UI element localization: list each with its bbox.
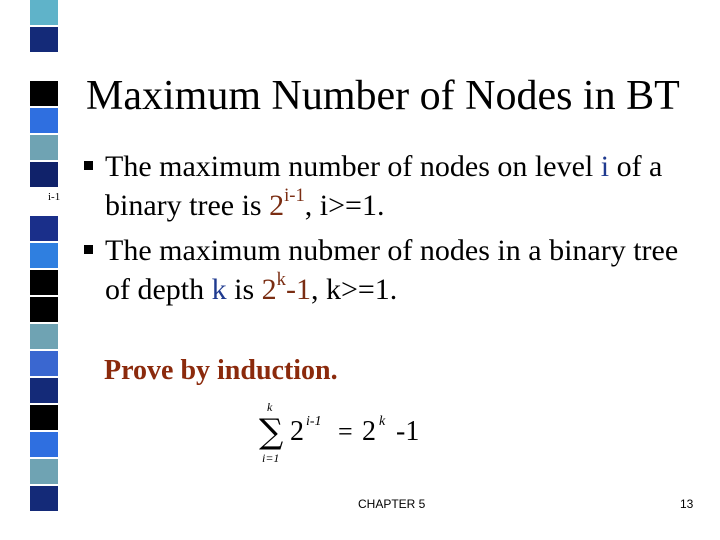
- bullet-1-line-1: The maximum number of nodes on level i of a: [105, 150, 663, 183]
- sum-lower-limit: i=1: [262, 451, 280, 465]
- bullet-2-line-2: of depth k is 2$^k$-1, k>=1.: [105, 269, 398, 306]
- bullet-2-line-1: The maximum nubmer of nodes in a binary tree: [105, 234, 679, 267]
- lhs-base: 2: [290, 416, 304, 447]
- summation-formula: [258, 398, 448, 468]
- slide-title: Maximum Number of Nodes in BT: [86, 73, 680, 119]
- bullet-marker: [84, 245, 93, 254]
- bullet-marker: [84, 161, 93, 170]
- prove-heading: Prove by induction.: [104, 355, 338, 386]
- variable-k: k: [211, 273, 227, 306]
- equals-sign: =: [338, 417, 353, 446]
- lhs-exponent: i-1: [306, 414, 322, 429]
- footer-page-number: 13: [680, 497, 694, 511]
- variable-i: i: [600, 150, 610, 183]
- power-expression: 2$^k$-1: [261, 269, 311, 306]
- sigma-symbol: ∑: [259, 412, 284, 452]
- decorative-stripe: [30, 0, 66, 540]
- footer-chapter: CHAPTER 5: [358, 497, 426, 511]
- power-expression: 2$^{i-1}$: [269, 185, 305, 222]
- stray-annotation: i-1: [48, 191, 61, 203]
- sum-upper-limit: k: [267, 400, 273, 414]
- rhs-tail: -1: [396, 416, 420, 447]
- rhs-base: 2: [362, 416, 376, 447]
- bullet-1-line-2: binary tree is 2$^{i-1}$, i>=1.: [105, 185, 385, 222]
- rhs-exponent: k: [379, 414, 386, 429]
